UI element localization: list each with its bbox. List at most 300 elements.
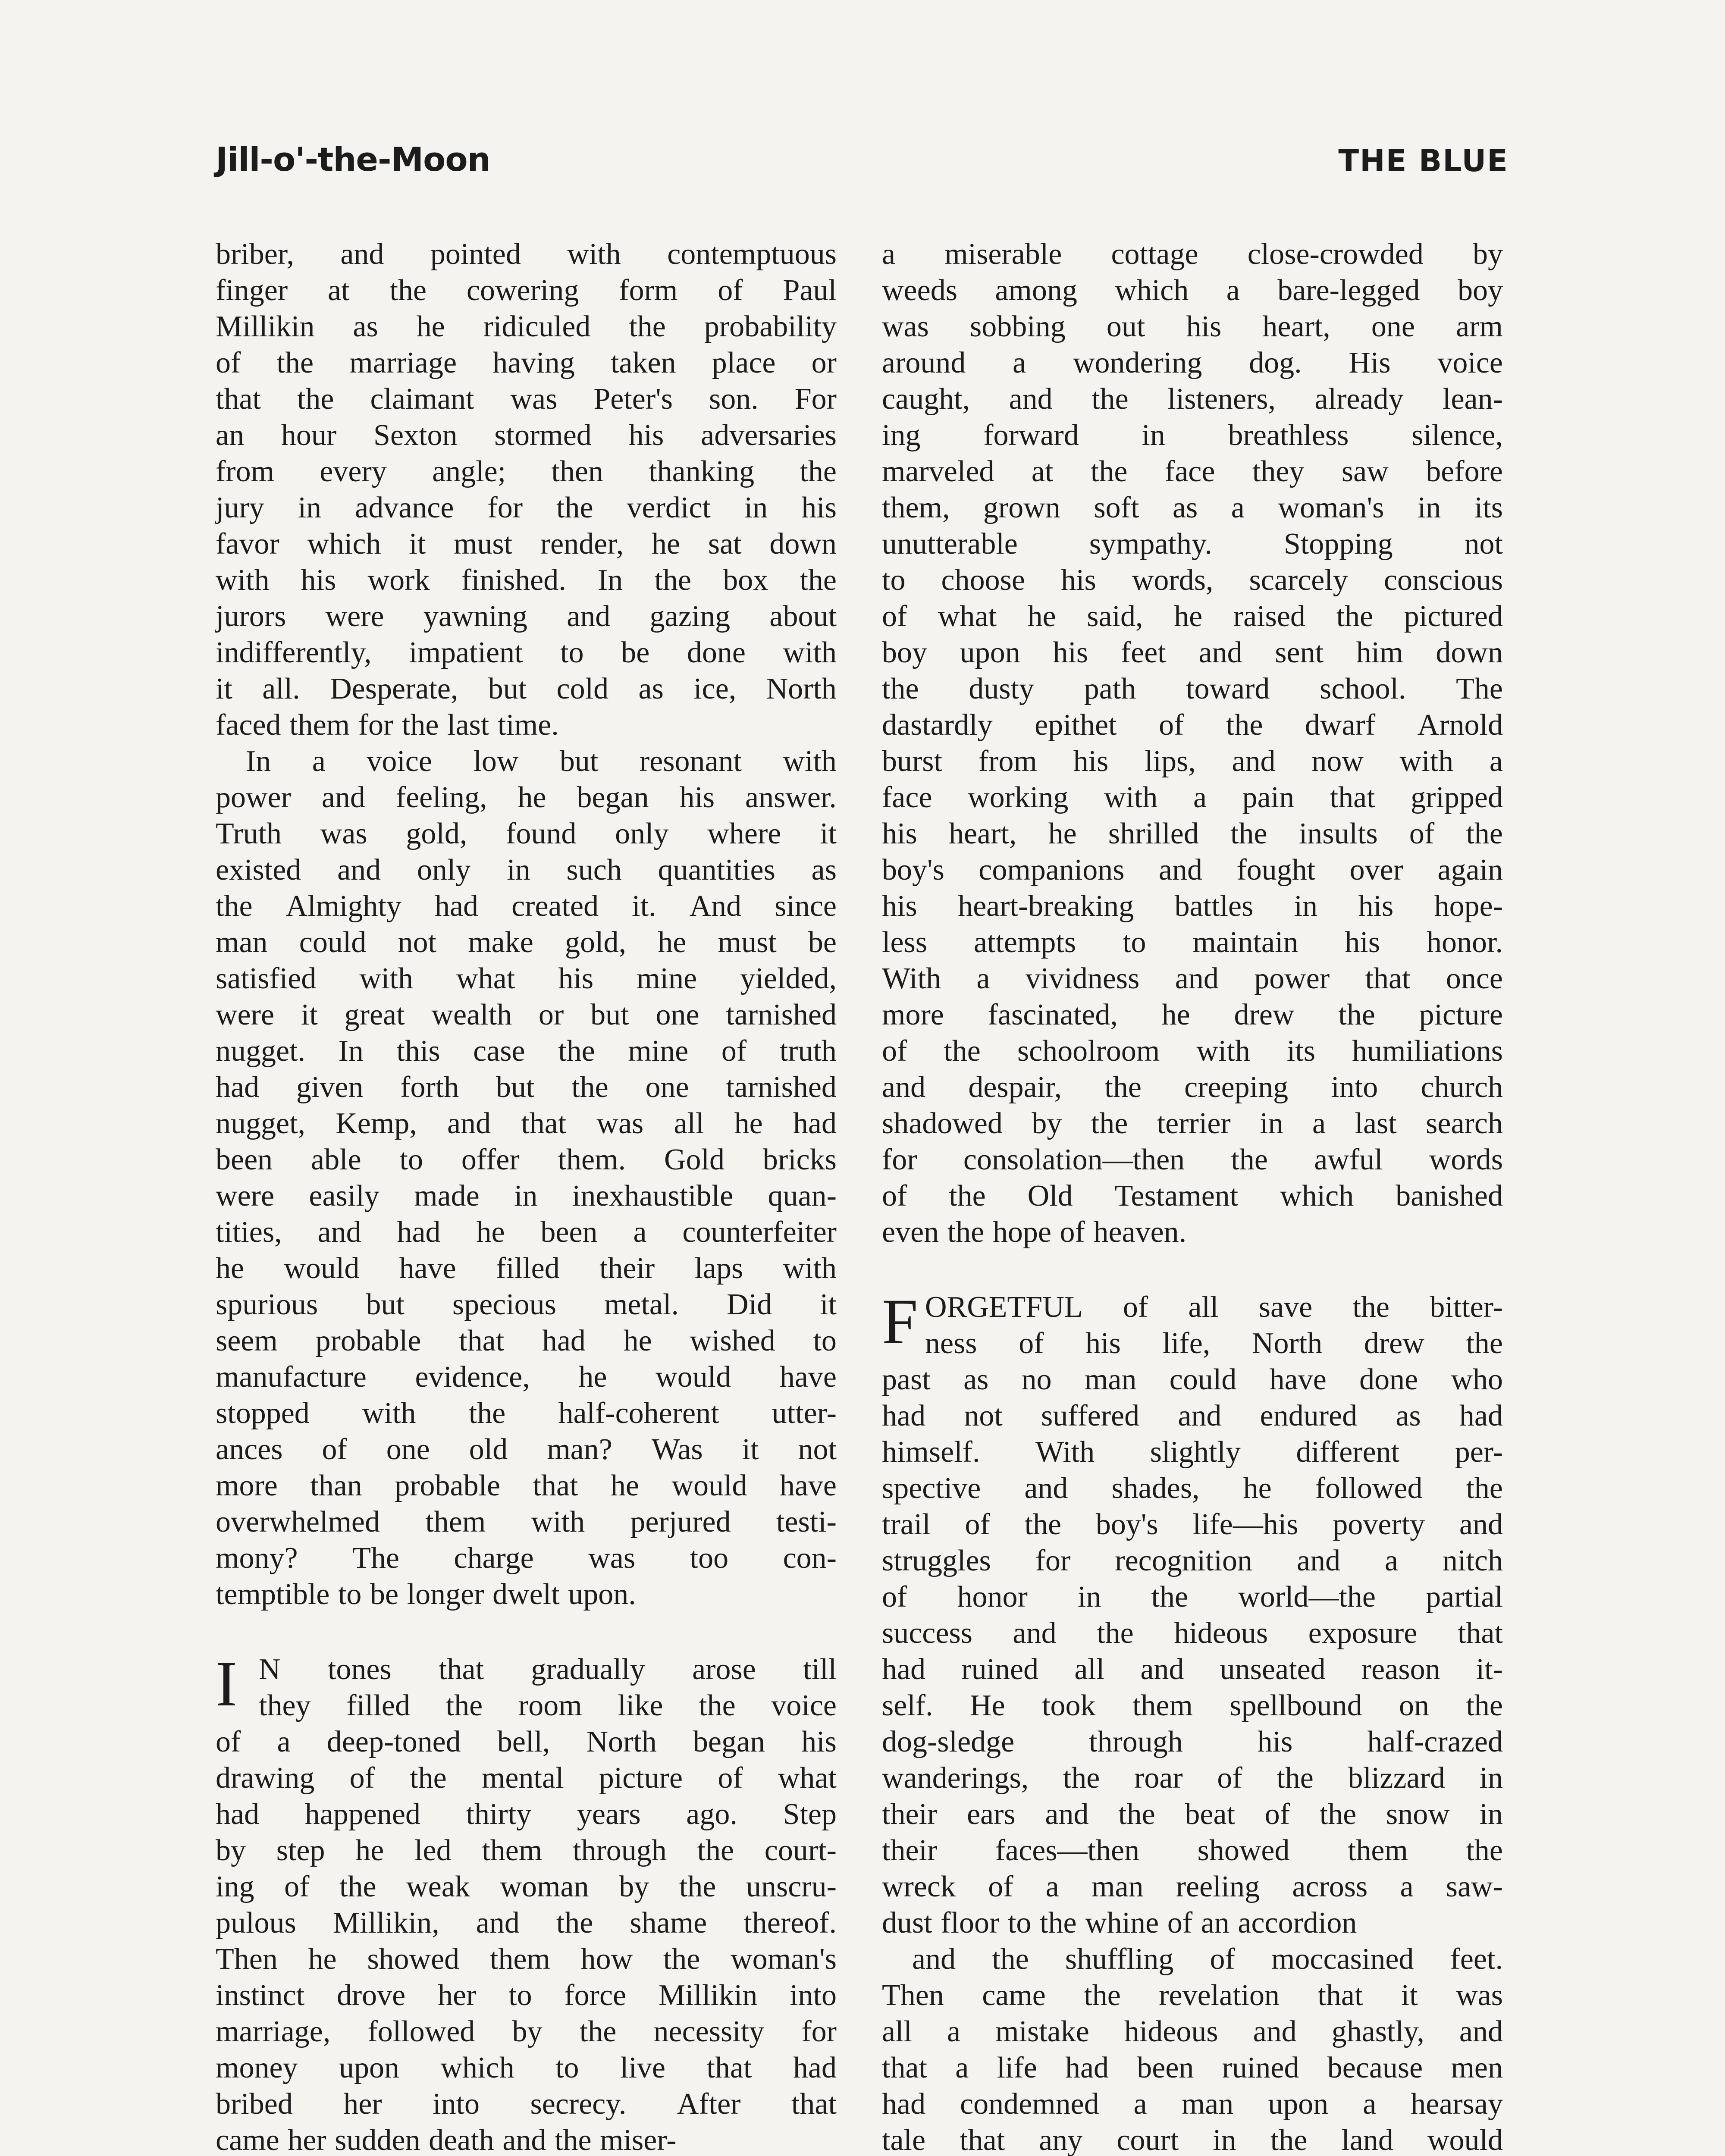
text-line xyxy=(216,997,837,1033)
word: have xyxy=(399,1252,456,1285)
word: mony? xyxy=(216,1542,298,1575)
word: miserable xyxy=(944,238,1062,271)
word: boy xyxy=(882,636,927,669)
word: shadowed xyxy=(882,1107,1003,1140)
word: his xyxy=(1257,1725,1293,1758)
word: even xyxy=(882,1216,939,1249)
word: and xyxy=(447,1107,491,1140)
word: and xyxy=(1140,1653,1184,1686)
text-line xyxy=(216,1069,837,1106)
word: ruined xyxy=(961,1653,1039,1686)
word: his xyxy=(882,890,917,923)
word: man xyxy=(1084,1363,1137,1396)
word: Arnold xyxy=(1417,708,1503,742)
text-line xyxy=(216,2014,837,2050)
word: gradually xyxy=(531,1653,645,1686)
word: of xyxy=(721,1034,747,1068)
text-line xyxy=(216,1540,837,1576)
word: in xyxy=(744,491,768,524)
word: that xyxy=(439,1653,484,1686)
word: the xyxy=(216,890,253,923)
word: make xyxy=(468,926,533,959)
word: ridiculed xyxy=(483,310,591,343)
word: face xyxy=(1164,455,1215,488)
word: Did xyxy=(727,1288,772,1321)
text-line xyxy=(882,671,1503,707)
word: had xyxy=(434,890,479,923)
word: quan- xyxy=(768,1179,837,1213)
word: path xyxy=(1084,672,1136,705)
word: drawing xyxy=(216,1761,315,1795)
word: lean- xyxy=(1443,382,1503,416)
word: drew xyxy=(1364,1327,1424,1360)
word: man xyxy=(1181,2087,1234,2121)
word: slightly xyxy=(1150,1435,1241,1469)
word: at xyxy=(328,274,350,307)
word: seem xyxy=(216,1324,278,1357)
word: overwhelmed xyxy=(216,1505,380,1539)
text-line xyxy=(882,1398,1503,1434)
word: caught, xyxy=(882,382,970,416)
word: which xyxy=(1280,1179,1354,1213)
text-line xyxy=(882,236,1503,273)
text-line xyxy=(216,1869,837,1905)
word: awful xyxy=(1314,1143,1383,1176)
word: for xyxy=(1035,1544,1071,1577)
word: words, xyxy=(1132,564,1214,597)
word: able xyxy=(311,1143,361,1176)
word: saw- xyxy=(1446,1870,1503,1903)
word: the xyxy=(410,1761,447,1795)
word: which xyxy=(1115,274,1189,307)
word: With xyxy=(882,962,941,995)
word: led xyxy=(414,1834,452,1867)
word: to xyxy=(1123,926,1146,959)
word: hearsay xyxy=(1411,2087,1503,2121)
word: the xyxy=(1226,708,1263,742)
word: but xyxy=(366,1288,405,1321)
word: nugget, xyxy=(216,1107,306,1140)
word: search xyxy=(1426,1107,1503,1140)
text-line xyxy=(216,2086,837,2122)
word: already xyxy=(1314,382,1404,416)
word: probability xyxy=(704,310,837,343)
word: by xyxy=(1032,1107,1062,1140)
text-line xyxy=(882,454,1503,490)
word: woman's xyxy=(731,1943,837,1976)
word: a xyxy=(976,962,990,995)
word: he xyxy=(308,1943,337,1976)
word: school. xyxy=(1320,672,1406,705)
word: Millikin xyxy=(216,310,315,343)
word: favor xyxy=(216,527,279,561)
word: it xyxy=(216,672,232,705)
word: wished xyxy=(690,1324,775,1357)
word: a xyxy=(1226,274,1240,307)
text-line xyxy=(216,1905,837,1941)
word: spurious xyxy=(216,1288,318,1321)
drop-cap: F xyxy=(882,1286,918,1357)
word: what xyxy=(938,600,997,633)
word: thanking xyxy=(649,455,755,488)
text-line xyxy=(216,816,837,852)
word: thirty xyxy=(466,1798,532,1831)
word: her xyxy=(343,2087,382,2121)
word: evidence, xyxy=(415,1360,530,1394)
word: ing xyxy=(882,419,921,452)
word: grown xyxy=(983,491,1060,524)
word: beat xyxy=(1185,1798,1235,1831)
word: them xyxy=(489,1943,550,1976)
word: jurors xyxy=(216,600,286,633)
text-line xyxy=(216,2122,837,2156)
word: drove xyxy=(336,1979,406,2012)
word: to xyxy=(560,636,584,669)
word: moccasined xyxy=(1271,1943,1414,1976)
text-line xyxy=(216,1576,837,1613)
word: them, xyxy=(882,491,950,524)
word: a xyxy=(947,2015,961,2048)
word: spective xyxy=(882,1472,981,1505)
word: his xyxy=(1085,1327,1121,1360)
text-line xyxy=(882,526,1503,562)
word: truth xyxy=(779,1034,837,1068)
word: trail xyxy=(882,1508,931,1541)
word: raised xyxy=(1233,600,1305,633)
text-line xyxy=(216,1250,837,1287)
word: render, xyxy=(540,527,624,561)
word: North xyxy=(1251,1327,1323,1360)
text-line xyxy=(216,1760,837,1796)
word: had xyxy=(793,1107,837,1140)
text-line xyxy=(216,1214,837,1250)
word: a xyxy=(312,745,326,778)
word: of xyxy=(988,1870,1013,1903)
word: advance xyxy=(355,491,454,524)
word: his xyxy=(882,817,917,850)
word: on xyxy=(1399,1689,1430,1722)
word: and xyxy=(1175,962,1219,995)
word: ORGETFUL xyxy=(925,1291,1083,1324)
word: with xyxy=(783,1252,837,1285)
word: briber, xyxy=(216,238,294,271)
word: that xyxy=(960,2124,1005,2156)
word: miser- xyxy=(600,2124,677,2156)
word: at xyxy=(1031,455,1054,488)
word: After xyxy=(677,2087,741,2121)
word: revelation xyxy=(1159,1979,1280,2012)
word: they xyxy=(1252,455,1305,488)
word: them xyxy=(482,1834,543,1867)
text-line xyxy=(216,1395,837,1432)
word: lips, xyxy=(1145,745,1196,778)
word: poverty xyxy=(1333,1508,1425,1541)
word: unutterable xyxy=(882,527,1018,561)
word: were xyxy=(216,1179,275,1213)
word: claimant xyxy=(370,382,474,416)
word: form xyxy=(619,274,678,307)
word: was xyxy=(588,1542,636,1575)
word: but xyxy=(559,745,599,778)
word: was xyxy=(1456,1979,1503,2012)
word: of xyxy=(216,1725,241,1758)
word: their xyxy=(599,1252,655,1285)
text-line xyxy=(216,780,837,816)
word: face xyxy=(882,781,932,814)
word: had xyxy=(216,1798,260,1831)
word: by xyxy=(619,1870,649,1903)
word: faces—then xyxy=(995,1834,1140,1867)
word: jury xyxy=(216,491,264,524)
word: he xyxy=(1174,600,1203,633)
word: had xyxy=(542,1324,586,1357)
word: with xyxy=(362,1397,416,1430)
word: humiliations xyxy=(1352,1034,1503,1068)
word: church xyxy=(1421,1071,1503,1104)
word: pointed xyxy=(430,238,521,271)
word: too xyxy=(690,1542,729,1575)
word: condemned xyxy=(960,2087,1099,2121)
word: it xyxy=(820,1288,837,1321)
word: to xyxy=(882,564,906,597)
word: hope xyxy=(992,1216,1051,1249)
text-line xyxy=(216,562,837,599)
word: one xyxy=(1371,310,1415,343)
word: thereof. xyxy=(743,1906,837,1940)
word: heart-breaking xyxy=(958,890,1134,923)
word: of xyxy=(1019,1327,1044,1360)
word: the xyxy=(1024,1508,1062,1541)
word: arm xyxy=(1456,310,1503,343)
word: finished. xyxy=(461,564,566,597)
text-line xyxy=(882,1833,1503,1869)
word: he xyxy=(1027,600,1056,633)
text-line xyxy=(882,743,1503,780)
word: a xyxy=(1231,491,1245,524)
word: into xyxy=(790,1979,837,2012)
word: done xyxy=(687,636,746,669)
word: breathless xyxy=(1228,419,1349,452)
word: despair, xyxy=(968,1071,1062,1104)
word: where xyxy=(707,817,781,850)
word: but xyxy=(496,1071,535,1104)
word: North xyxy=(766,672,837,705)
word: of xyxy=(1264,1798,1290,1831)
word: tarnished xyxy=(726,1071,837,1104)
word: like xyxy=(618,1689,663,1722)
text-line xyxy=(882,635,1503,671)
word: wanderings, xyxy=(882,1761,1029,1795)
word: hope- xyxy=(1434,890,1503,923)
word: he xyxy=(1048,817,1077,850)
word: the xyxy=(297,382,334,416)
word: Step xyxy=(783,1798,837,1831)
word: drew xyxy=(1234,998,1295,1031)
word: of xyxy=(1210,1943,1235,1976)
word: suffered xyxy=(1041,1399,1140,1432)
word: utter- xyxy=(772,1397,837,1430)
word: the xyxy=(1118,1798,1155,1831)
word: but xyxy=(590,998,629,1031)
word: he xyxy=(1161,998,1190,1031)
word: live xyxy=(620,2051,665,2084)
word: with xyxy=(1104,781,1158,814)
text-line xyxy=(882,1178,1503,1214)
word: with xyxy=(567,238,621,271)
text-line xyxy=(216,1724,837,1760)
word: was xyxy=(596,1107,644,1140)
word: to xyxy=(508,1979,532,2012)
word: came xyxy=(982,1979,1046,2012)
word: and xyxy=(912,1943,956,1976)
word: sobbing xyxy=(970,310,1066,343)
word: in xyxy=(1142,419,1165,452)
word: epithet xyxy=(1035,708,1117,742)
word: taken xyxy=(610,346,676,379)
text-line xyxy=(882,2014,1503,2050)
word: a xyxy=(955,2051,969,2084)
word: and xyxy=(882,1071,926,1104)
word: the xyxy=(1466,1689,1503,1722)
word: verdict xyxy=(627,491,711,524)
word: the xyxy=(992,1943,1029,1976)
word: the xyxy=(699,1689,736,1722)
text-line xyxy=(882,1579,1503,1615)
word: the xyxy=(1352,1291,1390,1324)
word: tones xyxy=(327,1653,392,1686)
word: spellbound xyxy=(1229,1689,1362,1722)
word: in xyxy=(507,853,530,887)
word: could xyxy=(299,926,367,959)
word: her xyxy=(438,1979,477,2012)
word: men xyxy=(1451,2051,1503,2084)
word: by xyxy=(216,1834,246,1867)
word: the xyxy=(1090,455,1128,488)
word: and xyxy=(1009,382,1053,416)
word: the xyxy=(1338,998,1375,1031)
word: necessity xyxy=(653,2015,765,2048)
word: and xyxy=(337,853,381,887)
word: instinct xyxy=(216,1979,305,2012)
word: all. xyxy=(262,672,300,705)
text-line xyxy=(216,888,837,924)
word: that xyxy=(533,1469,578,1502)
word: of xyxy=(965,1508,990,1541)
word: them xyxy=(425,1505,486,1539)
word: man xyxy=(216,926,268,959)
word: Almighty xyxy=(285,890,401,923)
text-line xyxy=(216,743,837,780)
text-line xyxy=(216,1106,837,1142)
word: tities, xyxy=(216,1216,282,1249)
text-line xyxy=(216,309,837,345)
word: tale xyxy=(882,2124,926,2156)
word: been xyxy=(216,1143,273,1176)
text-line xyxy=(216,635,837,671)
word: found xyxy=(506,817,577,850)
word: past xyxy=(882,1363,931,1396)
word: different xyxy=(1296,1435,1400,1469)
word: through xyxy=(1089,1725,1183,1758)
word: the xyxy=(1466,1327,1503,1360)
word: sympathy. xyxy=(1089,527,1212,561)
text-line xyxy=(882,1106,1503,1142)
word: stopped xyxy=(216,1397,310,1430)
word: could xyxy=(1169,1363,1237,1396)
word: sudden xyxy=(335,2124,420,2156)
word: impatient xyxy=(409,636,523,669)
word: only xyxy=(615,817,669,850)
text-line xyxy=(216,236,837,273)
word: endured xyxy=(1260,1399,1358,1432)
word: been xyxy=(540,1216,598,1249)
text-line xyxy=(882,599,1503,635)
word: mine xyxy=(628,1034,689,1068)
word: a xyxy=(633,1216,647,1249)
word: been xyxy=(1137,2051,1194,2084)
word: made xyxy=(414,1179,480,1213)
word: and xyxy=(1459,2015,1503,2048)
word: as xyxy=(811,853,837,887)
word: the xyxy=(445,1689,483,1722)
word: maintain xyxy=(1192,926,1298,959)
word: to xyxy=(813,1324,837,1357)
word: all xyxy=(1188,1291,1219,1324)
word: fascinated, xyxy=(988,998,1118,1031)
word: place xyxy=(712,346,776,379)
word: N xyxy=(259,1653,281,1686)
word: Old xyxy=(1027,1179,1073,1213)
right-column xyxy=(882,236,1503,2156)
text-line xyxy=(882,1507,1503,1543)
word: dastardly xyxy=(882,708,993,742)
word: as xyxy=(353,310,378,343)
text-line xyxy=(216,961,837,997)
word: his xyxy=(1186,310,1222,343)
word: the xyxy=(555,2124,592,2156)
word: as xyxy=(963,1363,989,1396)
text-line xyxy=(216,1033,837,1069)
word: tarnished xyxy=(726,998,837,1031)
word: not xyxy=(964,1399,1003,1432)
word: every xyxy=(320,455,387,488)
word: of xyxy=(322,1433,347,1466)
word: bare-legged xyxy=(1277,274,1420,307)
word: their xyxy=(882,1798,938,1831)
word: which xyxy=(440,2051,514,2084)
word: wealth xyxy=(431,998,512,1031)
word: gripped xyxy=(1411,781,1503,814)
word: attempts xyxy=(973,926,1076,959)
word: it xyxy=(742,1433,759,1466)
word: no xyxy=(1021,1363,1052,1396)
word: Millikin, xyxy=(332,1906,439,1940)
word: In xyxy=(246,745,271,778)
word: fought xyxy=(1236,853,1316,887)
word: he xyxy=(416,310,445,343)
word: feeling, xyxy=(395,781,487,814)
word: banished xyxy=(1396,1179,1503,1213)
word: the xyxy=(1040,1906,1077,1940)
word: nugget. xyxy=(216,1034,306,1068)
word: of xyxy=(882,1580,907,1614)
word: in xyxy=(1294,890,1318,923)
word: with xyxy=(783,745,837,778)
word: upon xyxy=(339,2051,400,2084)
word: to xyxy=(555,2051,579,2084)
word: recognition xyxy=(1115,1544,1253,1577)
word: this xyxy=(396,1034,440,1068)
